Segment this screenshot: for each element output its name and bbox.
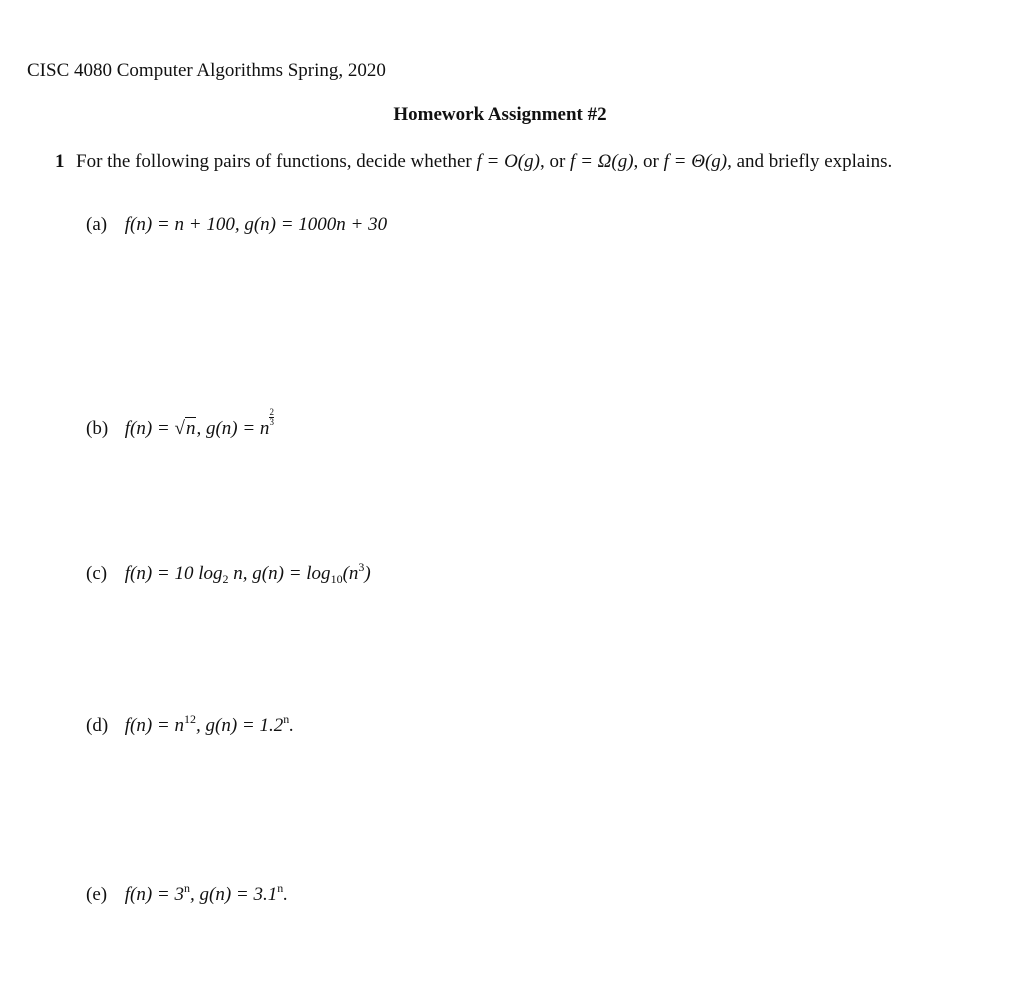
part-c-f-tail: n, [228, 563, 248, 584]
part-d-f-tail: , [196, 715, 201, 736]
part-e-g-tail: . [283, 884, 288, 905]
part-e-f: f(n) = 3 [124, 884, 185, 905]
part-d-f-exp: 12 [184, 712, 197, 726]
part-c-label: (c) [86, 563, 108, 584]
part-c-g: g(n) = log [252, 563, 331, 584]
statement-suffix: , and briefly explains. [727, 151, 893, 172]
exponent-denominator: 3 [269, 417, 274, 427]
statement-prefix: For the following pairs of functions, decide whether [76, 151, 477, 172]
problem-statement [76, 149, 980, 174]
exponent-numerator: 2 [269, 407, 274, 417]
part-e-g: g(n) = 3.1 [199, 884, 278, 905]
part-c-f-base: 2 [222, 572, 229, 586]
part-d-g-tail: . [289, 715, 294, 736]
part-e-f-tail: , [190, 884, 195, 905]
part-c-g-open: (n [342, 563, 359, 584]
assignment-title: Homework Assignment #2 [393, 104, 607, 125]
part-e [86, 881, 288, 906]
part-a-label: (a) [86, 214, 108, 235]
statement-or-1: , or [539, 151, 571, 172]
part-b-f-lhs: f(n) = [124, 418, 175, 439]
part-e-f-exp: n [184, 881, 191, 895]
statement-omega: f = Ω(g) [570, 151, 634, 172]
part-b: (b) f(n) = √n, g(n) = n $\frac{2}{3}$ [86, 407, 274, 439]
course-header: CISC 4080 Computer Algorithms Spring, 2020 [27, 60, 386, 81]
part-e-g-exp: n [277, 881, 284, 895]
part-b-label: (b) [86, 418, 109, 439]
part-c-f: f(n) = 10 log [124, 563, 223, 584]
statement-theta: f = Θ(g) [663, 151, 728, 172]
statement-big-o: f = O(g) [476, 151, 540, 172]
part-c-g-base: 10 [330, 572, 343, 586]
part-b-g-exponent [269, 408, 274, 427]
part-e-label: (e) [86, 884, 108, 905]
part-d [86, 712, 294, 737]
part-a-f: f(n) = n + 100, [124, 214, 240, 235]
part-a [86, 214, 387, 236]
part-b-f-radicand: n [185, 418, 196, 439]
problem-1 [55, 149, 980, 174]
part-d-f: f(n) = n [124, 715, 185, 736]
part-c [86, 560, 371, 586]
sqrt-symbol: √n [174, 418, 196, 439]
part-c-g-close: ) [364, 563, 371, 584]
problem-number: 1 [55, 151, 65, 172]
part-b-g-lhs: g(n) = n [205, 418, 270, 439]
statement-or-2: , or [633, 151, 664, 172]
part-d-label: (d) [86, 715, 109, 736]
part-d-g-exp: n [283, 712, 290, 726]
part-a-g: g(n) = 1000n + 30 [244, 214, 388, 235]
part-c-g-exp: 3 [358, 560, 365, 574]
part-d-g: g(n) = 1.2 [205, 715, 284, 736]
